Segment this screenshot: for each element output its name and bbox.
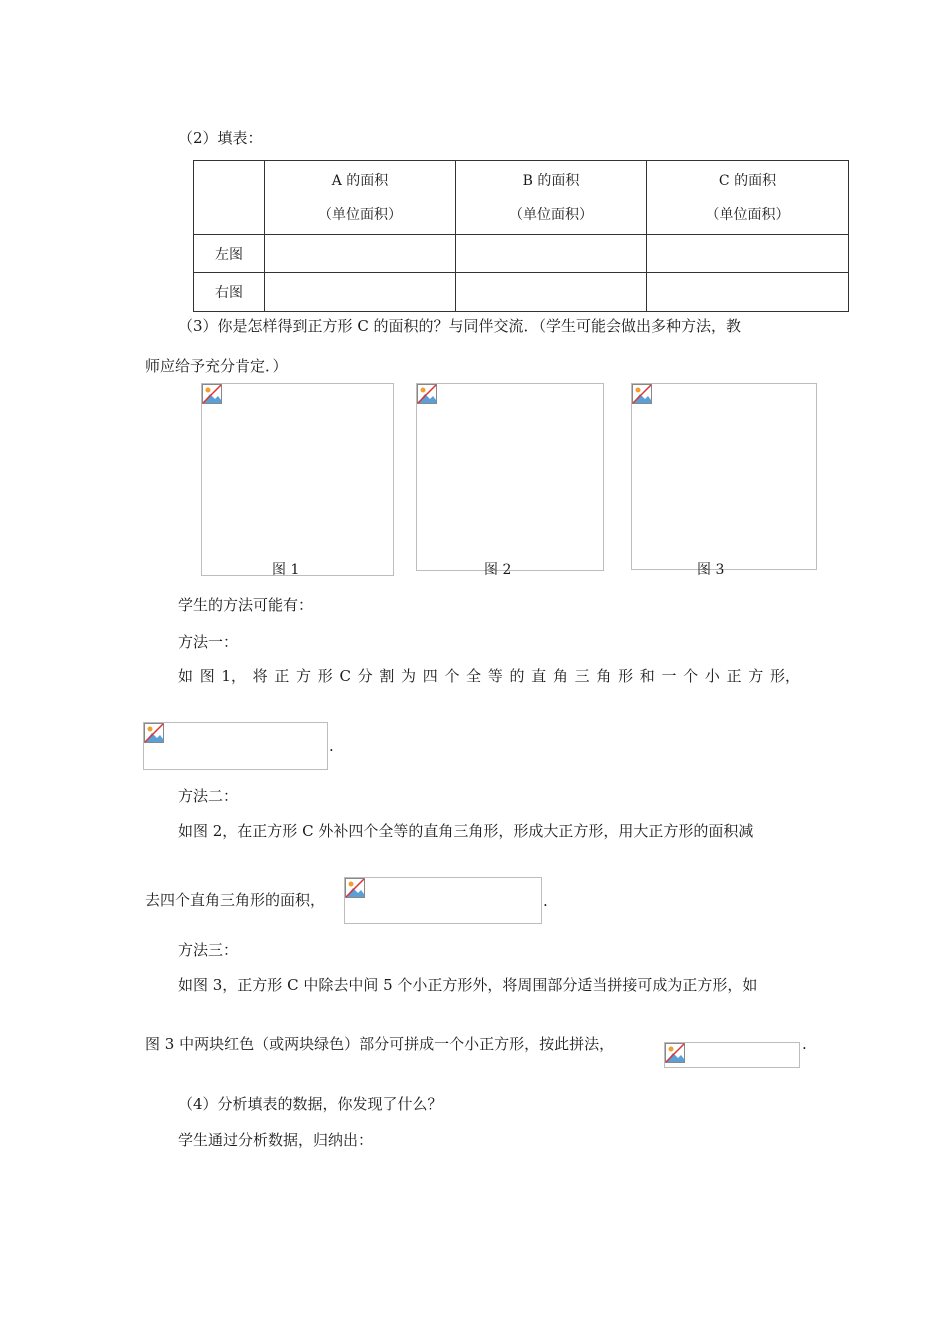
header-cell-b <box>456 161 647 235</box>
answer-cell[interactable] <box>456 235 647 273</box>
method1-char: 三 <box>574 667 590 685</box>
figure-1-caption: 图 1 <box>272 562 300 578</box>
method3-formula-image <box>664 1042 800 1068</box>
table-header-row <box>194 161 849 235</box>
method1-char: 形 <box>317 667 333 685</box>
q4-answer: 学生通过分析数据，归纳出： <box>178 1131 374 1149</box>
method1-char: C <box>339 667 351 685</box>
broken-image-icon <box>345 878 365 898</box>
method1-char: 分 <box>357 667 373 685</box>
method1-char: 形 <box>618 667 634 685</box>
method2-formula-image <box>344 877 542 924</box>
method1-char: 正 <box>274 667 290 685</box>
header-cell-c <box>647 161 849 235</box>
method1-char: 角 <box>596 667 612 685</box>
q3-line2: 师应给予充分肯定．） <box>145 357 288 375</box>
method1-char: 图 <box>199 667 215 685</box>
method1-char: 小 <box>704 667 720 685</box>
method1-char: 为 <box>401 667 417 685</box>
answer-cell[interactable] <box>265 235 456 273</box>
answer-cell[interactable] <box>265 273 456 312</box>
method2-line1: 如图 2，在正方形 C 外补四个全等的直角三角形，形成大正方形，用大正方形的面积减 <box>178 822 754 840</box>
table-row <box>194 235 849 273</box>
method1-char: 割 <box>379 667 395 685</box>
header-c-line2: （单位面积） <box>705 206 790 223</box>
method1-char: 正 <box>726 667 742 685</box>
figure-1-image <box>201 383 394 576</box>
broken-image-icon <box>632 384 652 404</box>
method2-line2: 去四个直角三角形的面积， <box>145 891 326 909</box>
method1-char: 全 <box>466 667 482 685</box>
answer-cell[interactable] <box>456 273 647 312</box>
method1-char: 和 <box>639 667 655 685</box>
method1-char: 个 <box>444 667 460 685</box>
answer-cell[interactable] <box>647 273 849 312</box>
q4-title: （4）分析填表的数据，你发现了什么？ <box>178 1095 443 1113</box>
row-label-right: 右图 <box>194 273 265 312</box>
header-a-line2: （单位面积） <box>318 206 402 223</box>
method2-end: . <box>543 892 548 910</box>
method1-char: 方 <box>748 667 764 685</box>
method1-char: 将 <box>252 667 268 685</box>
header-b-line1: B 的面积 <box>522 172 580 189</box>
method1-char: 一 <box>661 667 677 685</box>
figure-2-caption: 图 2 <box>484 562 512 578</box>
header-c-line1: C 的面积 <box>718 172 777 189</box>
method3-end: . <box>802 1035 807 1053</box>
q3-line1: （3）你是怎样得到正方形 C 的面积的？与同伴交流．（学生可能会做出多种方法，教 <box>178 317 742 335</box>
method1-text <box>178 666 800 686</box>
method1-char: 形， <box>769 667 800 685</box>
method3-title: 方法三： <box>178 941 239 959</box>
method1-char: 四 <box>422 667 438 685</box>
methods-intro: 学生的方法可能有： <box>178 596 314 614</box>
q2-title: （2）填表： <box>178 129 263 147</box>
method1-char: 角 <box>552 667 568 685</box>
answer-cell[interactable] <box>647 235 849 273</box>
method1-formula-image <box>143 722 328 770</box>
row-label-left: 左图 <box>194 235 265 273</box>
table-corner-cell <box>194 161 265 235</box>
figure-3-caption: 图 3 <box>697 562 725 578</box>
header-cell-a <box>265 161 456 235</box>
area-table <box>193 160 849 312</box>
method3-line2: 图 3 中两块红色（或两块绿色）部分可拼成一个小正方形，按此拼法， <box>145 1035 615 1053</box>
figure-2-image <box>416 383 604 571</box>
broken-image-icon <box>417 384 437 404</box>
method1-title: 方法一： <box>178 633 239 651</box>
method1-char: 个 <box>683 667 699 685</box>
method1-char: 直 <box>531 667 547 685</box>
method1-char: 如 <box>178 667 194 685</box>
method3-line1: 如图 3，正方形 C 中除去中间 5 个小正方形外，将周围部分适当拼接可成为正方形，如 <box>178 976 758 994</box>
method2-title: 方法二： <box>178 787 239 805</box>
method1-char: 的 <box>509 667 525 685</box>
method1-char: 1， <box>221 667 246 685</box>
table-row <box>194 273 849 312</box>
method1-char: 方 <box>296 667 312 685</box>
method1-char: 等 <box>487 667 503 685</box>
header-b-line2: （单位面积） <box>509 206 593 223</box>
broken-image-icon <box>202 384 222 404</box>
broken-image-icon <box>665 1043 685 1063</box>
broken-image-icon <box>144 723 164 743</box>
header-a-line1: A 的面积 <box>331 172 389 189</box>
method1-end: . <box>329 737 334 755</box>
figure-3-image <box>631 383 817 570</box>
